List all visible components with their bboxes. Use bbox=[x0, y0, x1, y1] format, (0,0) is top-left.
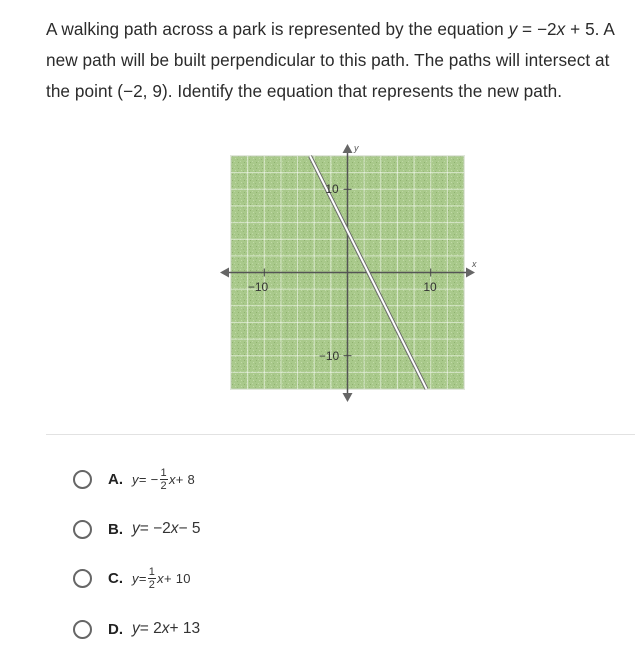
question-line-2: new path will be built perpendicular to this path. The paths will intersect at bbox=[46, 50, 610, 70]
radio-d[interactable] bbox=[73, 620, 92, 639]
choice-a-var-x: x bbox=[168, 471, 176, 487]
choice-b-var-y: y bbox=[132, 520, 140, 537]
radio-b[interactable] bbox=[73, 520, 92, 539]
choice-a-var-y: y bbox=[132, 471, 139, 487]
choice-b-letter: B. bbox=[108, 520, 123, 538]
choice-c-fraction bbox=[148, 566, 156, 591]
choice-a-frac-den: 2 bbox=[160, 479, 167, 492]
x-axis-label: x bbox=[472, 259, 477, 269]
choice-d-expression bbox=[132, 620, 200, 638]
question-line-1-text-b: = −2 bbox=[517, 19, 557, 39]
y-tick-pos10: 10 bbox=[325, 182, 339, 196]
choice-b-rest: = −2 bbox=[139, 520, 171, 537]
choice-c-var-x: x bbox=[157, 570, 164, 586]
choice-a-expression bbox=[132, 467, 195, 492]
y-axis-arrow-up bbox=[343, 144, 353, 153]
graph-svg bbox=[218, 140, 478, 405]
question-var-y: y bbox=[508, 19, 518, 39]
choice-a-rest: + 8 bbox=[175, 471, 196, 487]
y-tick-neg10: −10 bbox=[318, 349, 340, 363]
choice-b-tail: − 5 bbox=[178, 520, 201, 537]
question-var-x: x bbox=[556, 19, 566, 39]
choice-c-frac-den: 2 bbox=[148, 578, 156, 591]
question-line-1-text-c: + 5. A bbox=[565, 19, 615, 39]
coordinate-graph bbox=[218, 140, 478, 405]
choice-d[interactable] bbox=[73, 617, 200, 641]
choice-d-var-y: y bbox=[132, 620, 140, 637]
radio-a[interactable] bbox=[73, 470, 92, 489]
y-axis-arrow-down bbox=[343, 393, 353, 402]
choice-d-letter: D. bbox=[108, 620, 123, 638]
choice-c-var-y: y bbox=[132, 570, 139, 586]
choice-b-var-x: x bbox=[170, 520, 179, 537]
choice-d-rest: = 2 bbox=[139, 620, 162, 637]
choice-d-tail: + 13 bbox=[169, 620, 201, 637]
radio-c[interactable] bbox=[73, 569, 92, 588]
x-tick-neg10: −10 bbox=[247, 280, 269, 294]
choice-d-var-x: x bbox=[161, 620, 170, 637]
divider bbox=[46, 434, 635, 435]
x-axis-arrow-left bbox=[220, 268, 229, 278]
choice-c[interactable] bbox=[73, 566, 191, 590]
choice-c-rest: + 10 bbox=[163, 570, 191, 586]
choice-b-expression bbox=[132, 520, 201, 538]
choice-c-frac-num: 1 bbox=[148, 565, 156, 578]
choice-b[interactable] bbox=[73, 517, 201, 541]
choice-a-equals: = − bbox=[138, 471, 159, 487]
question-line-3: the point (−2, 9). Identify the equation that represents the new path. bbox=[46, 81, 563, 101]
x-tick-pos10: 10 bbox=[423, 280, 437, 294]
choice-a-fraction bbox=[160, 467, 168, 492]
choice-a-frac-num: 1 bbox=[160, 466, 167, 479]
question-text bbox=[46, 14, 631, 107]
question-line-1-text-a: A walking path across a park is represented by the equation bbox=[46, 19, 509, 39]
choice-c-equals: = bbox=[138, 570, 147, 586]
choice-c-expression bbox=[132, 566, 191, 591]
y-axis-label: y bbox=[354, 143, 359, 153]
question-line-1 bbox=[46, 14, 631, 45]
choice-a-letter: A. bbox=[108, 470, 123, 488]
choice-c-letter: C. bbox=[108, 569, 123, 587]
x-axis-arrow-right bbox=[466, 268, 475, 278]
choice-a[interactable] bbox=[73, 467, 195, 491]
